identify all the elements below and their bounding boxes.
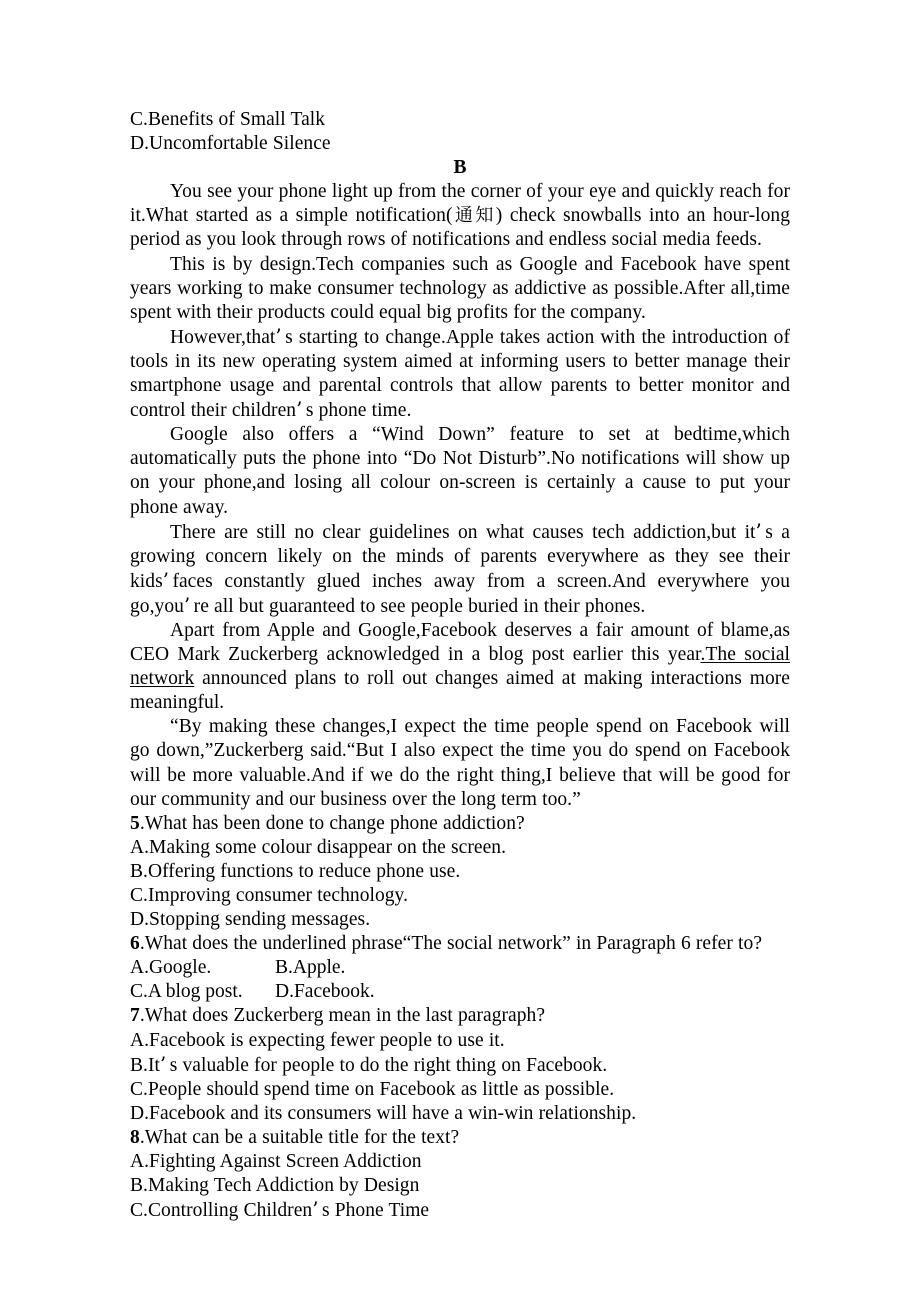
apostrophe-glyph: ’ [312,1198,322,1222]
answer-option[interactable]: C.Controlling Children’s Phone Time [130,1198,430,1222]
passage-paragraph: However,that’s starting to change.Apple takes action with the introduction of tools in its new operating system aimed at informing users to better manage their smartphone usage and parental controls that allow parents to better monitor and control their children’s phone time. [130,324,790,422]
answer-option[interactable]: B.Offering functions to reduce phone use. [130,860,461,882]
answer-option[interactable]: C.Improving consumer technology. [130,885,409,906]
carryover-option-c: C.Benefits of Small Talk [130,109,326,130]
answer-option[interactable]: A.Facebook is expecting fewer people to use it. [130,1029,505,1051]
passage-paragraph: “By making these changes,I expect the time people spend on Facebook will go down,”Zuckerberg said.“But I also expect the time you do spend on Facebook will be more valuable.And if we do the right thing,I believe that will be good for our community and our business over the long term too.” [130,716,790,810]
page-content [130,108,790,1223]
passage-paragraph: Apart from Apple and Google,Facebook deserves a fair amount of blame,as CEO Mark Zuckerberg acknowledged in a blog post earlier this year.The social network announced plans to roll out changes aimed at making interactions more meaningful. [130,619,790,714]
question-number: 8 [130,1126,140,1148]
question-number: 5 [130,812,140,834]
answer-option[interactable]: D.Facebook. [275,981,375,1003]
question-number: 7 [130,1005,140,1027]
answer-option[interactable]: D.Facebook and its consumers will have a win-win relationship. [130,1102,637,1124]
apostrophe-glyph: ’ [160,1052,170,1076]
question-prompt: 5.What has been done to change phone addiction? [130,812,525,834]
question-prompt: 7.What does Zuckerberg mean in the last paragraph? [130,1005,546,1027]
answer-option[interactable]: B.It’s valuable for people to do the right thing on Facebook. [130,1052,608,1076]
chinese-gloss: 通知 [452,205,496,227]
passage-paragraph: You see your phone light up from the corner of your eye and quickly reach for it.What started as a simple notification(通知) check snowballs into an hour-long period as you look through rows of notifications and endless social media feeds. [130,181,790,251]
passage-paragraph: There are still no clear guidelines on what causes tech addiction,but it’s a growing concern likely on the minds of parents everywhere as they see their kids’faces constantly glued inches away from a screen.And everywhere you go,you’re all but guaranteed to see people buried in their phones. [130,519,790,617]
passage-body [130,180,790,811]
answer-option[interactable]: A.Making some colour disappear on the screen. [130,836,507,858]
carryover-option-d: D.Uncomfortable Silence [130,133,331,155]
option-row [130,956,790,980]
answer-option[interactable]: A.Fighting Against Screen Addiction [130,1151,422,1173]
underlined-phrase: .The social network [130,644,790,690]
apostrophe-glyph: ’ [183,593,194,617]
answer-option[interactable]: B.Apple. [275,957,346,979]
question-number: 6 [130,933,140,955]
answer-option[interactable]: B.Making Tech Addiction by Design [130,1175,420,1197]
apostrophe-glyph: ’ [162,568,173,592]
answer-option[interactable]: A.Google. [130,957,212,979]
apostrophe-glyph: ’ [296,398,306,422]
apostrophe-glyph: ’ [755,519,766,543]
answer-option[interactable]: C.People should spend time on Facebook as little as possible. [130,1078,615,1100]
question-prompt: 6.What does the underlined phrase“The social network” in Paragraph 6 refer to? [130,933,763,955]
question-prompt: 8.What can be a suitable title for the text? [130,1126,460,1148]
passage-paragraph: This is by design.Tech companies such as Google and Facebook have spent years working to make consumer technology as addictive as possible.After all,time spent with their products could equal big profits for the company. [130,253,790,323]
passage-paragraph: Google also offers a “Wind Down” feature to set at bedtime,which automatically puts the phone into “Do Not Disturb”.No notifications will show up on your phone,and losing all colour on-screen is certainly a cause to put your phone away. [130,424,790,518]
option-row [130,980,790,1004]
answer-option[interactable]: D.Stopping sending messages. [130,909,371,931]
answer-option[interactable]: C.A blog post. [130,981,243,1003]
section-label-b: B [453,157,467,179]
apostrophe-glyph: ’ [275,324,286,348]
questions-list [130,812,790,1224]
